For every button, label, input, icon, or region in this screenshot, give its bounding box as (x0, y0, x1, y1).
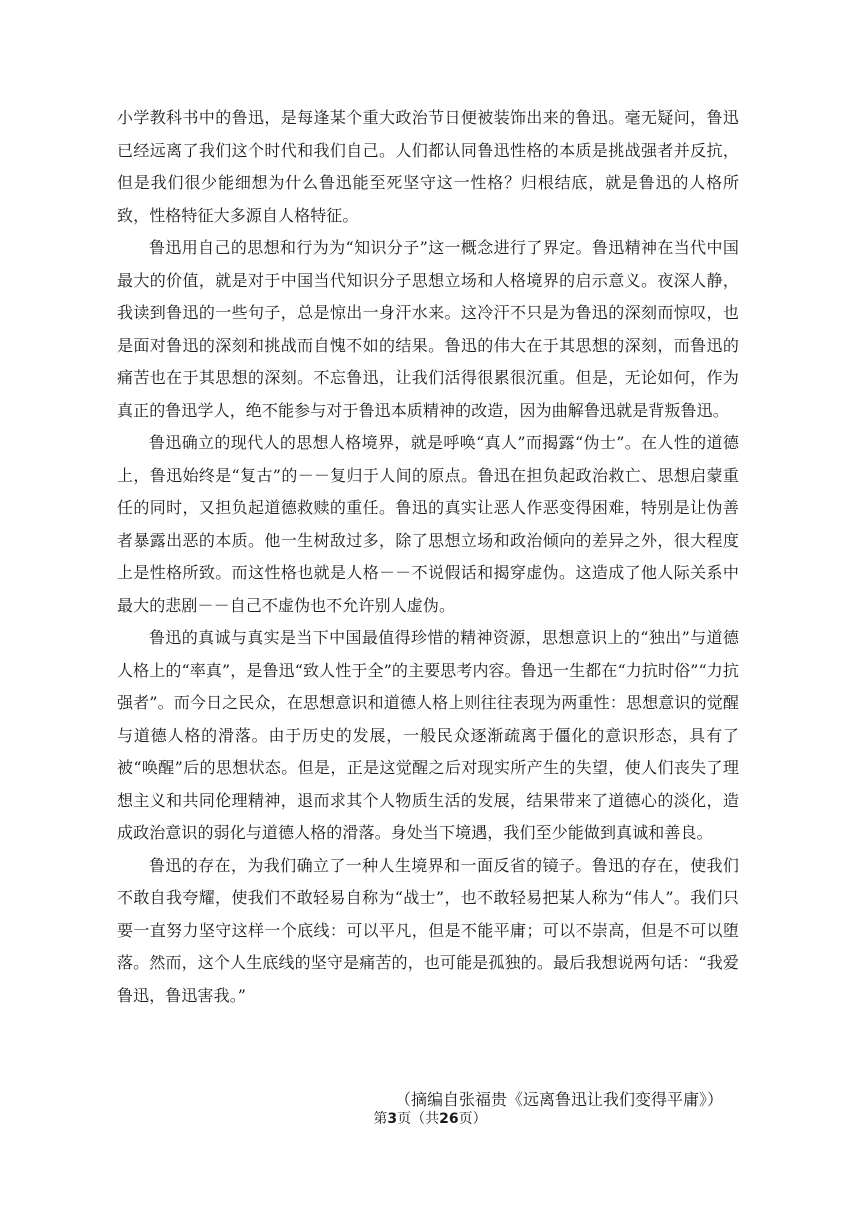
source-citation: （摘编自张福贵《远离鲁迅让我们变得平庸》） (394, 1090, 723, 1109)
footer-prefix: 第 (373, 1111, 388, 1127)
page-footer (0, 1109, 860, 1129)
paragraph-2: 鲁迅用自己的思想和行为为“知识分子”这一概念进行了界定。鲁迅精神在当代中国最大的价值，就是对于中国当代知识分子思想立场和人格境界的启示意义。夜深人静，我读到鲁迅的一些句子，总是惊出一身汗水来。这冷汗不只是为鲁迅的深刻而惊叹，也是面对鲁迅的深刻和挑战而自愧不如的结果。鲁迅的伟大在于其思想的深刻，而鲁迅的痛苦也在于其思想的深刻。不忘鲁迅，让我们活得很累很沉重。但是，无论如何，作为真正的鲁迅学人，绝不能参与对于鲁迅本质精神的改造，因为曲解鲁迅就是背叛鲁迅。 (117, 238, 739, 420)
paragraph-1: 小学教科书中的鲁迅，是每逢某个重大政治节日便被装饰出来的鲁迅。毫无疑问，鲁迅已经远离了我们这个时代和我们自己。人们都认同鲁迅性格的本质是挑战强者并反抗，但是我们很少能细想为什么鲁迅能至死坚守这一性格？归根结底，就是鲁迅的人格所致，性格特征大多源自人格特征。 (117, 108, 739, 225)
paragraph-3: 鲁迅确立的现代人的思想人格境界，就是呼唤“真人”而揭露“伪士”。在人性的道德上，鲁迅始终是“复古”的－－复归于人间的原点。鲁迅在担负起政治救亡、思想启蒙重任的同时，又担负起道德救赎的重任。鲁迅的真实让恶人作恶变得困难，特别是让伪善者暴露出恶的本质。他一生树敌过多，除了思想立场和政治倾向的差异之外，很大程度上是性格所致。而这性格也就是人格－－不说假话和揭穿虚伪。这造成了他人际关系中最大的悲剧－－自己不虚伪也不允许别人虚伪。 (117, 433, 739, 615)
page-number: 3 (387, 1111, 398, 1127)
footer-middle: 页（共 (397, 1111, 440, 1127)
footer-suffix: 页） (458, 1111, 487, 1127)
total-pages: 26 (439, 1111, 459, 1127)
paragraph-5: 鲁迅的存在，为我们确立了一种人生境界和一面反省的镜子。鲁迅的存在，使我们不敢自我夸耀，使我们不敢轻易自称为“战士”，也不敢轻易把某人称为“伟人”。我们只要一直努力坚守这样一个底线：可以平凡，但是不能平庸；可以不崇高，但是不可以堕落。然而，这个人生底线的坚守是痛苦的，也可能是孤独的。最后我想说两句话：“我爱鲁迅，鲁迅害我。” (117, 855, 739, 1005)
paragraph-4: 鲁迅的真诚与真实是当下中国最值得珍惜的精神资源，思想意识上的“独出”与道德人格上的“率真”，是鲁迅“致人性于全”的主要思考内容。鲁迅一生都在“力抗时俗”“力抗强者”。而今日之民众，在思想意识和道德人格上则往往表现为两重性：思想意识的觉醒与道德人格的滑落。由于历史的发展，一般民众逐渐疏离于僵化的意识形态，具有了被“唤醒”后的思想状态。但是，正是这觉醒之后对现实所产生的失望，使人们丧失了理想主义和共同伦理精神，退而求其个人物质生活的发展，结果带来了道德心的淡化，造成政治意识的弱化与道德人格的滑落。身处当下境遇，我们至少能做到真诚和善良。 (117, 628, 739, 842)
article-body (117, 102, 739, 1012)
